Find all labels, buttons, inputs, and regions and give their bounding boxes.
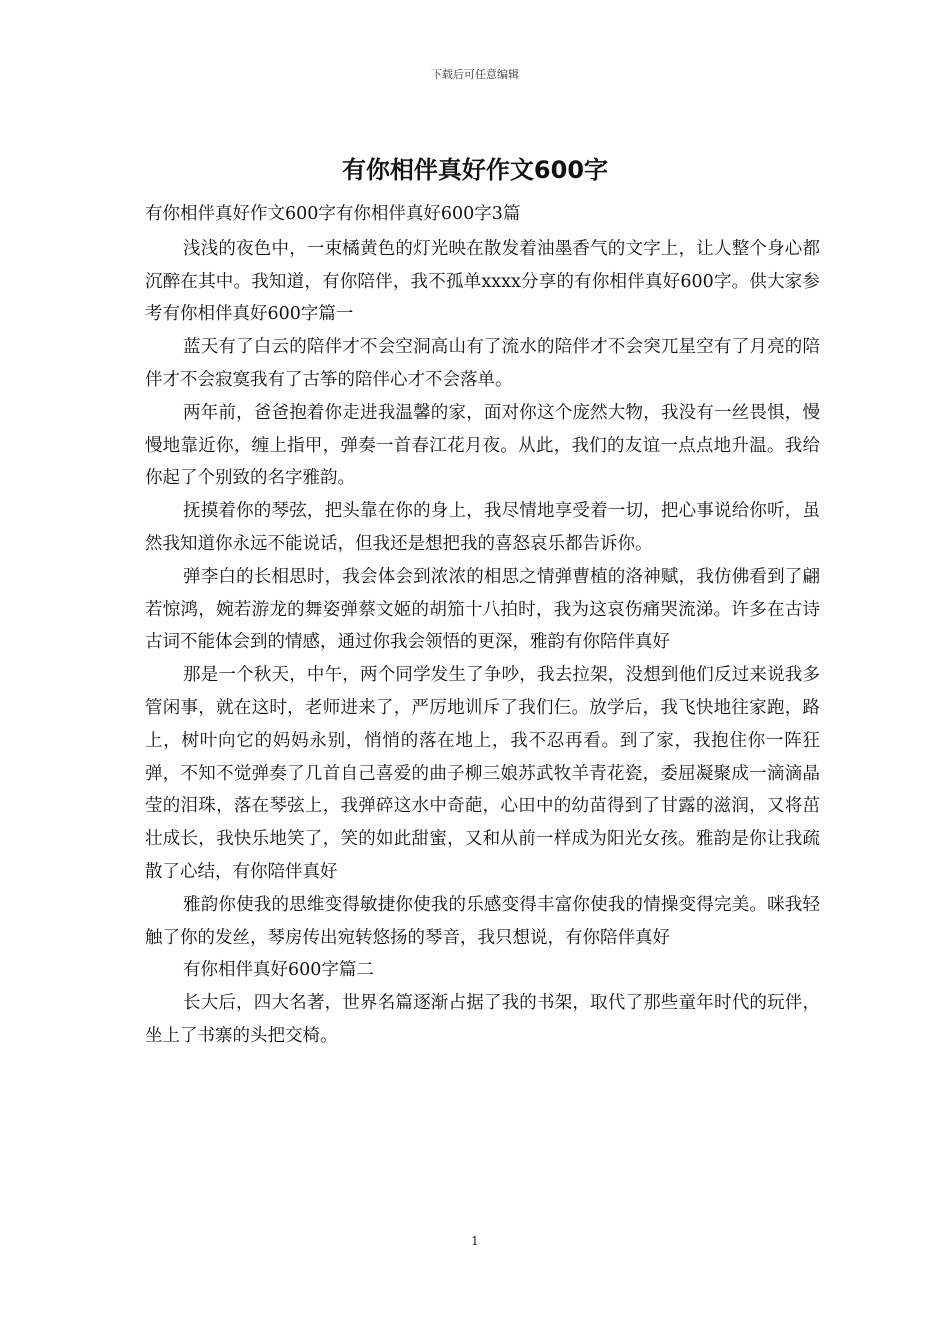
page-number: 1 xyxy=(471,1234,479,1248)
section-heading: 有你相伴真好600字篇二 xyxy=(183,960,374,981)
body-paragraph: 两年前，爸爸抱着你走进我温馨的家，面对你这个庞然大物，我没有一丝畏惧，慢慢地靠近你，缠上指甲，弹奏一首春江花月夜。从此，我们的友谊一点点地升温。我给你起了个别致的名字雅韵。 xyxy=(145,402,820,489)
body-paragraph: 蓝天有了白云的陪伴才不会空洞高山有了流水的陪伴才不会突兀星空有了月亮的陪伴才不会寂寞我有了古筝的陪伴心才不会落单。 xyxy=(145,337,820,390)
document-title: 有你相伴真好作文600字 xyxy=(341,156,609,184)
document-body xyxy=(145,198,820,1053)
body-paragraph: 弹李白的长相思时，我会体会到浓浓的相思之情弹曹植的洛神赋，我仿佛看到了翩若惊鸿，婉若游龙的舞姿弹蔡文姬的胡笳十八拍时，我为这哀伤痛哭流涕。许多在古诗古词不能体会到的情感，通过你我会领悟的更深，雅韵有你陪伴真好 xyxy=(145,566,820,653)
body-paragraph: 那是一个秋天，中午，两个同学发生了争吵，我去拉架，没想到他们反过来说我多管闲事，就在这时，老师进来了，严厉地训斥了我们仨。放学后，我飞快地往家跑，路上，树叶向它的妈妈永别，悄悄的落在地上，我不忍再看。到了家，我抱住你一阵狂弹，不知不觉弹奏了几首自己喜爱的曲子柳三娘苏武牧羊青花瓷，委屈凝聚成一滴滴晶莹的泪珠，落在琴弦上，我弹碎这水中奇葩，心田中的幼苗得到了甘露的滋润，又将茁壮成长，我快乐地笑了，笑的如此甜蜜，又和从前一样成为阳光女孩。雅韵是你让我疏散了心结，有你陪伴真好 xyxy=(145,665,820,882)
intro-line: 有你相伴真好作文600字有你相伴真好600字3篇 xyxy=(145,204,521,224)
page-header: 下载后可任意编辑 xyxy=(431,68,519,81)
body-paragraph: 浅浅的夜色中，一束橘黄色的灯光映在散发着油墨香气的文字上，让人整个身心都沉醉在其中。我知道，有你陪伴，我不孤单xxxx分享的有你相伴真好600字。供大家参考有你相伴真好600字篇一 xyxy=(145,238,820,325)
body-paragraph: 雅韵你使我的思维变得敏捷你使我的乐感变得丰富你使我的情操变得完美。咪我轻触了你的发丝，琴房传出宛转悠扬的琴音，我只想说，有你陪伴真好 xyxy=(145,894,820,948)
body-paragraph: 长大后，四大名著，世界名篇逐渐占据了我的书架，取代了那些童年时代的玩伴，坐上了书寨的头把交椅。 xyxy=(145,993,820,1046)
body-paragraph: 抚摸着你的琴弦，把头靠在你的身上，我尽情地享受着一切，把心事说给你听，虽然我知道你永远不能说话，但我还是想把我的喜怒哀乐都告诉你。 xyxy=(145,501,820,554)
